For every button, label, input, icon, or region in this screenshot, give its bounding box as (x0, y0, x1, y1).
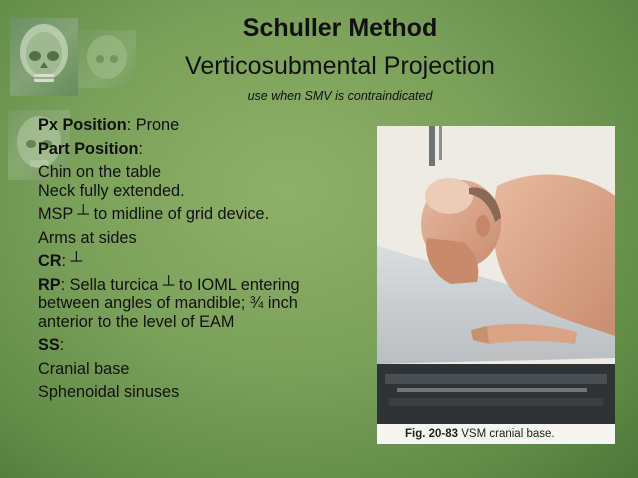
part-position-line (38, 140, 368, 159)
rp-continuation: anterior to the level of EAM (38, 312, 235, 331)
px-position-label: Px Position (38, 116, 127, 134)
slide-note: use when SMV is contraindicated (247, 89, 433, 103)
part-item: Chin on the table (38, 163, 162, 181)
rp-value: : Sella turcica ┴ to IOML entering (60, 275, 300, 294)
positioning-text (38, 116, 368, 402)
skull-xray-image (78, 30, 136, 88)
patient-position-photo (377, 126, 615, 444)
ss-item: Sphenoidal sinuses (38, 383, 180, 401)
figure-number: Fig. 20-83 (405, 428, 459, 440)
figure-caption-text: VSM cranial base. (461, 428, 555, 440)
patient-illustration (377, 126, 615, 424)
slide-title: Schuller Method (242, 14, 438, 42)
rp-continuation: between angles of mandible; ¾ inch (38, 294, 298, 312)
part-position-colon: : (138, 139, 143, 158)
ss-label: SS (38, 336, 60, 354)
cr-line (38, 252, 368, 271)
rp-label: RP (38, 275, 61, 294)
rp-line (38, 276, 368, 295)
slide-subtitle: Verticosubmental Projection (185, 52, 495, 80)
part-item: MSP ┴ to midline of grid device. (38, 205, 270, 223)
figure-caption (377, 424, 615, 444)
ss-colon: : (59, 336, 65, 354)
part-item: Neck fully extended. (38, 181, 185, 200)
ss-item: Cranial base (38, 359, 130, 378)
part-position-label: Part Position (38, 139, 139, 158)
ss-line (38, 336, 368, 355)
part-item: Arms at sides (38, 228, 137, 247)
px-position-value: : Prone (126, 116, 180, 134)
skull-xray-image (10, 18, 78, 96)
px-position-line (38, 116, 368, 135)
cr-label: CR (38, 252, 62, 270)
cr-value: : ┴ (61, 252, 83, 270)
